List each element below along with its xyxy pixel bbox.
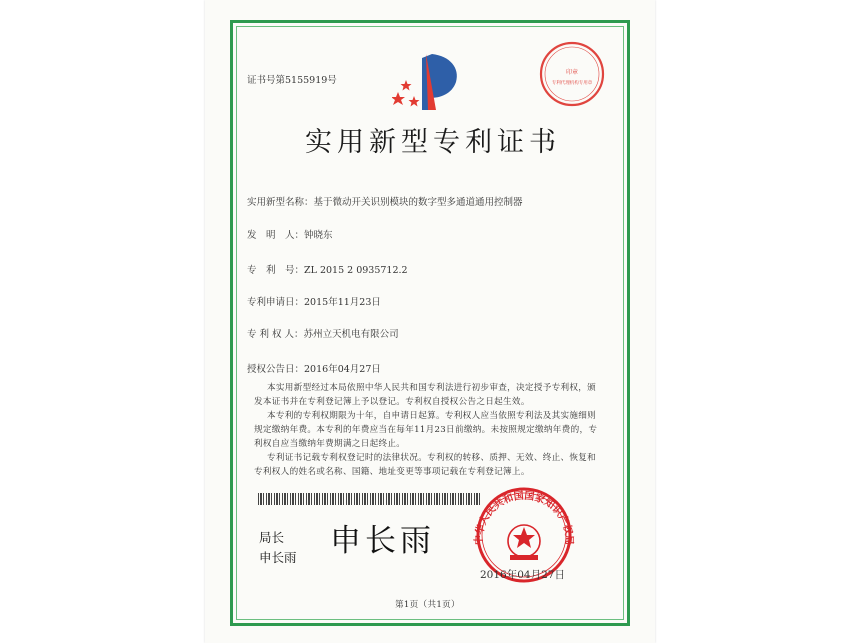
body-line: 专利权人的姓名或名称、国籍、地址变更等事项记载在专利登记簿上。	[254, 467, 530, 477]
field-value: 钟晓东	[304, 230, 333, 241]
seal-text: 中华人民共和国国家知识产权局	[473, 490, 575, 546]
patent-office-logo-icon	[392, 52, 470, 114]
field-row-patentee	[247, 326, 399, 340]
field-value: 2016年04月27日	[304, 364, 381, 375]
field-label: 发 明 人：	[247, 230, 305, 241]
body-line: 专利证书记载专利权登记时的法律状况。专利权的转移、质押、无效、终止、恢复和	[267, 453, 597, 463]
field-value: 基于微动开关识别模块的数字型多通道通用控制器	[313, 197, 523, 208]
body-line: 发本证书并在专利登记簿上予以登记。专利权自授权公告之日起生效。	[254, 397, 530, 407]
barcode	[258, 493, 480, 505]
seal-date: 2016年04月27日	[480, 569, 565, 581]
page-footer: 第1页（共1页）	[395, 600, 460, 610]
certificate-number: 证书号第5155919号	[247, 75, 337, 86]
field-value: ZL 2015 2 0935712.2	[304, 265, 408, 276]
field-row-patent-number	[247, 262, 408, 276]
body-line: 本专利的专利权期限为十年，自申请日起算。专利权人应当依照专利法及其实施细则	[267, 411, 597, 421]
field-row-application-date	[247, 294, 381, 308]
field-label: 专 利 权 人：	[247, 329, 304, 340]
field-value: 苏州立天机电有限公司	[303, 329, 399, 340]
body-line: 规定缴纳年费。本专利的年费应当在每年11月23日前缴纳。未按照规定缴纳年费的，专	[254, 425, 598, 435]
field-label: 授权公告日：	[247, 364, 305, 375]
body-line: 利权自应当缴纳年费期满之日起终止。	[254, 439, 406, 449]
field-label: 专利申请日：	[247, 297, 305, 308]
director-name: 申长雨	[259, 550, 297, 565]
field-row-inventor	[247, 227, 333, 241]
field-label: 实用新型名称：	[247, 197, 314, 208]
director-signature: 申长雨	[330, 523, 435, 559]
field-row-name	[247, 194, 523, 208]
certificate-title: 实用新型专利证书	[305, 127, 561, 158]
field-row-grant-date	[247, 361, 381, 375]
agency-stamp-icon	[538, 40, 606, 108]
stamp-middle-text: 印章	[565, 69, 579, 76]
field-value: 2015年11月23日	[304, 297, 381, 308]
stamp-text: 专利代理机构专用章	[551, 81, 593, 86]
field-label: 专 利 号：	[247, 265, 305, 276]
body-line: 本实用新型经过本局依照中华人民共和国专利法进行初步审查，决定授予专利权，颁	[267, 383, 597, 393]
director-title: 局长	[259, 530, 285, 545]
